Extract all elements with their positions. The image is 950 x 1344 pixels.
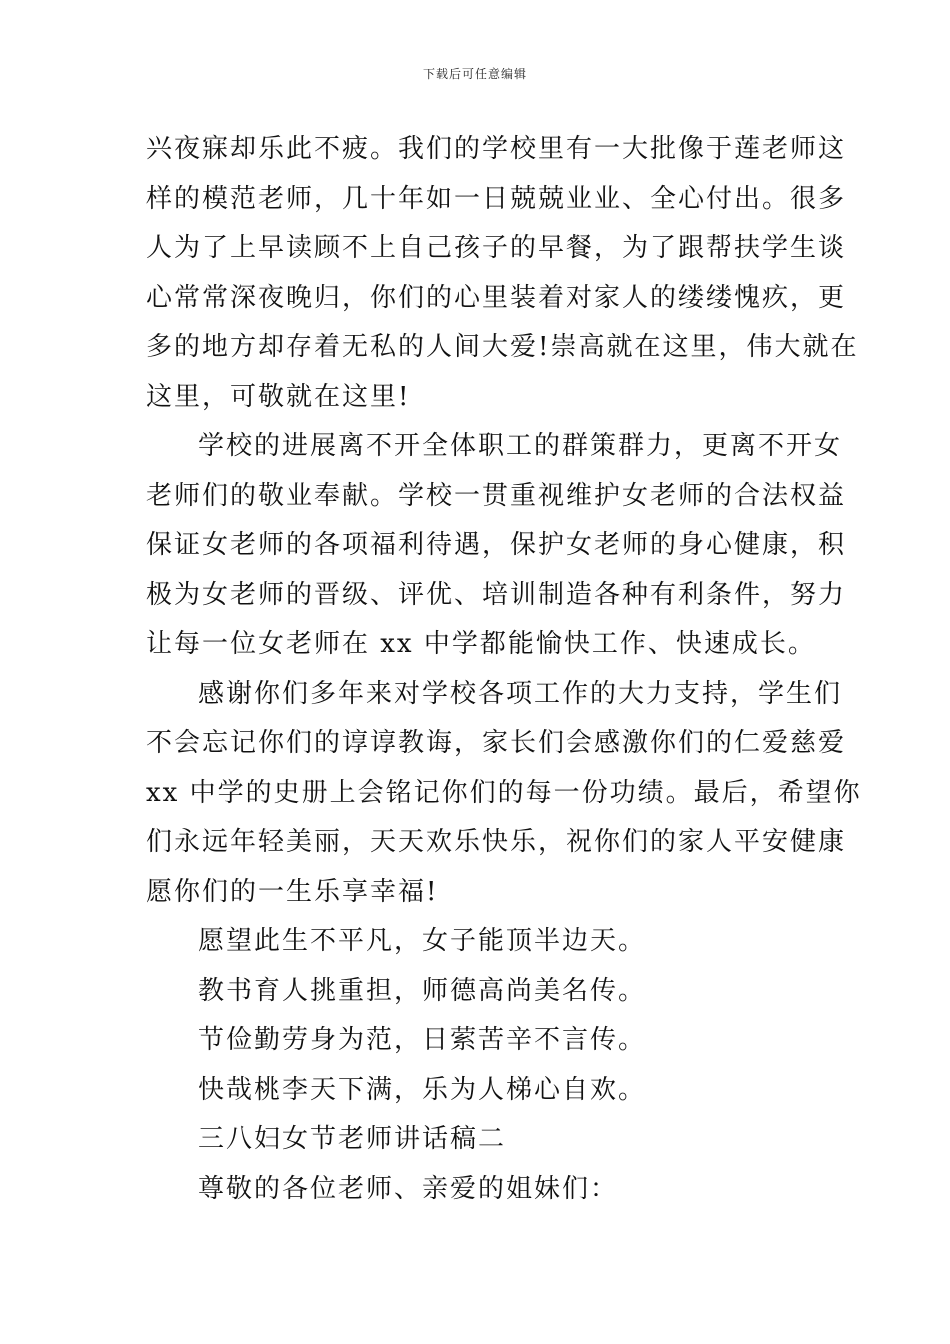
poem-line: 快哉桃李天下满，乐为人梯心自欢。: [198, 1074, 647, 1105]
page-header: 下载后可任意编辑: [422, 67, 527, 81]
poem-line: 教书育人挑重担，师德高尚美名传。: [198, 975, 647, 1006]
paragraph-line: 感谢你们多年来对学校各项工作的大力支持，学生们: [198, 678, 843, 709]
paragraph-line: 老师们的敬业奉献。学校一贯重视维护女老师的合法权益: [146, 480, 847, 511]
paragraph-2: [146, 422, 847, 670]
section-title: 三八妇女节老师讲话稿二: [198, 1124, 507, 1154]
paragraph-line: 多的地方却存着无私的人间大爱!崇高就在这里，伟大就在: [146, 332, 859, 362]
paragraph-line: 兴夜寐却乐此不疲。我们的学校里有一大批像于莲老师这: [146, 134, 847, 164]
paragraph-line: 不会忘记你们的谆谆教诲，家长们会感激你们的仁爱慈爱: [146, 728, 847, 758]
paragraph-3: [146, 670, 862, 918]
paragraph-line: 样的模范老师，几十年如一日兢兢业业、全心付出。很多: [146, 183, 847, 214]
paragraph-line: 这里，可敬就在这里!: [146, 381, 411, 412]
paragraph-line: 极为女老师的晋级、评优、培训制造各种有利条件，努力: [146, 579, 847, 610]
document-body: [146, 125, 862, 1214]
poem-line: 愿望此生不平凡，女子能顶半边天。: [198, 926, 647, 956]
paragraph-line: xx 中学的史册上会铭记你们的每一份功绩。最后，希望你: [146, 777, 862, 808]
paragraph-line: 愿你们的一生乐享幸福!: [146, 876, 439, 907]
salutation: 尊敬的各位老师、亲爱的姐妹们：: [198, 1173, 619, 1204]
paragraph-line: 人为了上早读顾不上自己孩子的早餐，为了跟帮扶学生谈: [146, 233, 847, 263]
poem-line: 节俭勤劳身为范，日萦苦辛不言传。: [198, 1025, 647, 1055]
paragraph-line: 心常常深夜晚归，你们的心里装着对家人的缕缕愧疚，更: [146, 282, 847, 313]
paragraph-1: [146, 125, 859, 422]
paragraph-line: 让每一位女老师在 xx 中学都能愉快工作、快速成长。: [146, 629, 816, 659]
paragraph-line: 学校的进展离不开全体职工的群策群力，更离不开女: [198, 431, 843, 461]
paragraph-line: 们永远年轻美丽，天天欢乐快乐，祝你们的家人平安健康: [146, 827, 847, 857]
paragraph-line: 保证女老师的各项福利待遇，保护女老师的身心健康，积: [146, 530, 847, 560]
